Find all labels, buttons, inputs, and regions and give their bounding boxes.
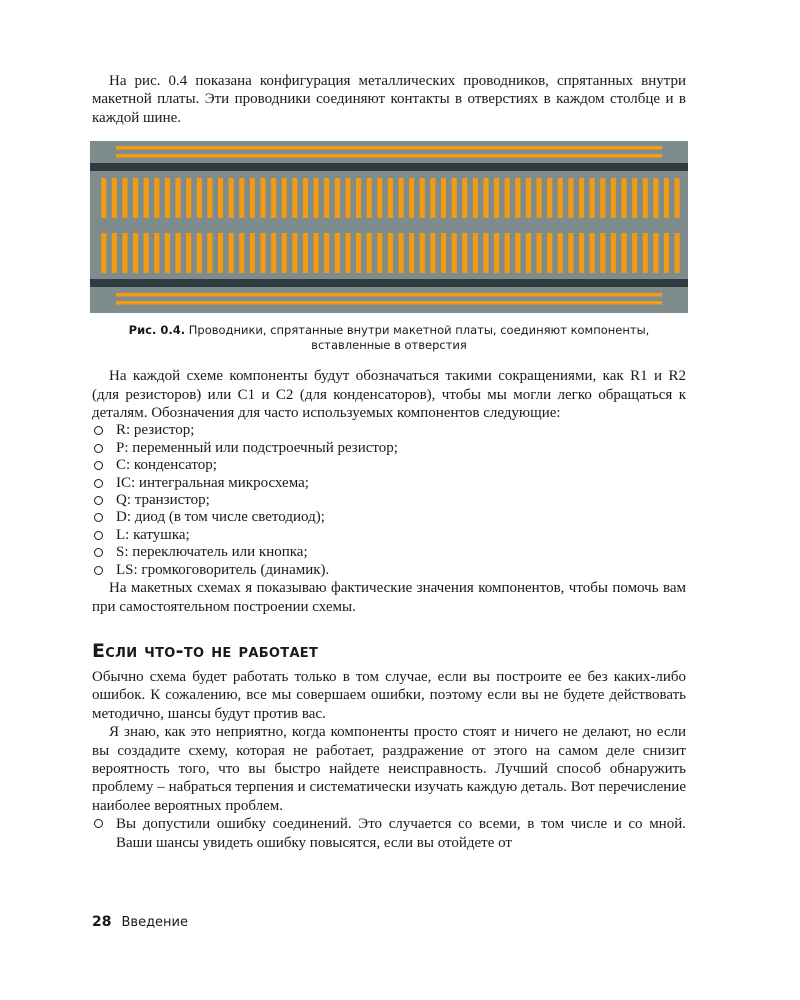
column-conductor	[515, 233, 520, 273]
column-conductor	[537, 178, 542, 218]
caption-label: Рис. 0.4.	[128, 323, 186, 338]
column-conductor	[526, 178, 531, 218]
column-conductor	[260, 233, 265, 273]
column-conductor	[632, 233, 637, 273]
column-conductor	[675, 233, 680, 273]
top-divider	[90, 163, 688, 171]
bullet-icon	[94, 444, 103, 453]
column-conductor	[505, 233, 510, 273]
column-conductor	[611, 233, 616, 273]
column-conductor	[271, 178, 276, 218]
column-conductor	[441, 178, 446, 218]
list-item	[92, 440, 686, 457]
list-item	[92, 492, 686, 509]
values-paragraph: На макетных схемах я показываю фактические значения компонентов, чтобы помочь вам при самостоятельном построении схемы.	[92, 580, 686, 615]
column-conductor	[643, 178, 648, 218]
column-conductor	[494, 178, 499, 218]
page-number: 28	[92, 914, 112, 930]
column-conductor	[505, 178, 510, 218]
column-conductor	[292, 233, 297, 273]
column-conductor	[176, 178, 181, 218]
column-conductor	[282, 178, 287, 218]
list-item-text: Q: транзистор;	[116, 492, 210, 509]
components-paragraph: На каждой схеме компоненты будут обозначаться такими сокращениями, как R1 и R2 (для резисторов) или C1 и C2 (для конденсаторов), чтобы мы могли легко обращаться к деталям. Обозначения для часто используемых компонентов следующие:	[92, 368, 686, 422]
column-conductor	[133, 178, 138, 218]
column-conductor	[218, 178, 223, 218]
list-item	[92, 509, 686, 526]
problems-list	[92, 815, 686, 852]
column-conductor	[675, 178, 680, 218]
column-conductor	[207, 178, 212, 218]
column-conductor	[409, 178, 414, 218]
column-conductor	[314, 178, 319, 218]
column-conductor	[621, 233, 626, 273]
column-conductor	[229, 178, 234, 218]
list-item	[92, 562, 686, 579]
bullet-icon	[94, 496, 103, 505]
column-conductor	[229, 233, 234, 273]
column-conductor	[271, 233, 276, 273]
column-conductor	[335, 233, 340, 273]
intro-paragraph: На рис. 0.4 показана конфигурация металлических проводников, спрятанных внутри макетной платы. Эти проводники соединяют контакты в отверстиях в каждом столбце и в каждой шине.	[92, 73, 686, 126]
list-item	[92, 475, 686, 492]
bottom-rail-conductor	[116, 293, 662, 297]
list-item-text: R: резистор;	[116, 422, 195, 439]
column-conductor	[207, 233, 212, 273]
column-conductor	[452, 178, 457, 218]
column-conductor	[335, 178, 340, 218]
section-paragraph-2: Я знаю, как это неприятно, когда компоненты просто стоят и ничего не делают, но если вы создадите схему, которая не работает, раздражение от этого на самом деле снизит вероятность того, что вы быстро найдете неисправность. Лучший способ обнаружить проблему – набраться терпения и систематически изучать каждую деталь. Вот перечисление наиболее вероятных проблем.	[92, 724, 686, 814]
column-conductor	[568, 233, 573, 273]
column-conductor	[122, 233, 127, 273]
column-conductor	[653, 233, 658, 273]
column-conductor	[664, 178, 669, 218]
column-conductor	[367, 233, 372, 273]
column-conductor	[303, 178, 308, 218]
column-conductor	[430, 233, 435, 273]
column-conductor	[600, 178, 605, 218]
column-conductor	[664, 233, 669, 273]
column-conductor	[239, 233, 244, 273]
list-item-text: L: катушка;	[116, 526, 190, 543]
column-conductor	[483, 233, 488, 273]
column-conductor	[122, 178, 127, 218]
column-conductor	[303, 233, 308, 273]
list-item	[92, 422, 686, 439]
section-paragraph-1: Обычно схема будет работать только в том случае, если вы построите ее без каких-либо ошибок. К сожалению, все мы совершаем ошибки, поэтому если вы не будете действовать методично, шансы будут против вас.	[92, 668, 686, 722]
column-conductor	[590, 178, 595, 218]
bullet-icon	[94, 426, 103, 435]
column-conductor	[537, 233, 542, 273]
column-conductor	[250, 178, 255, 218]
list-item-text: P: переменный или подстроечный резистор;	[116, 439, 398, 456]
column-conductor	[324, 233, 329, 273]
list-item-text: Вы допустили ошибку соединений. Это случается со всеми, в том числе и со мной. Ваши шансы увидеть ошибку повысятся, если вы отойдете от	[116, 816, 686, 851]
components-list	[92, 422, 686, 579]
column-conductor	[324, 178, 329, 218]
bullet-icon	[94, 819, 103, 828]
column-conductor	[643, 233, 648, 273]
column-conductor	[250, 233, 255, 273]
column-conductor	[367, 178, 372, 218]
column-conductor	[133, 233, 138, 273]
page-footer	[92, 914, 188, 930]
bullet-icon	[94, 479, 103, 488]
column-conductor	[292, 178, 297, 218]
column-conductor	[197, 178, 202, 218]
column-conductor	[558, 178, 563, 218]
column-conductor	[165, 233, 170, 273]
top-rail-conductor	[116, 154, 662, 158]
column-conductor	[473, 233, 478, 273]
column-conductor	[452, 233, 457, 273]
column-conductor	[653, 178, 658, 218]
bullet-icon	[94, 513, 103, 522]
column-conductor	[611, 178, 616, 218]
column-conductor	[388, 178, 393, 218]
column-conductor	[441, 233, 446, 273]
column-conductor	[186, 233, 191, 273]
column-conductor	[197, 233, 202, 273]
bullet-icon	[94, 548, 103, 557]
list-item-text: IC: интегральная микросхема;	[116, 474, 309, 491]
column-conductor	[483, 178, 488, 218]
column-conductor	[632, 178, 637, 218]
page-content	[92, 72, 686, 852]
column-conductor	[144, 178, 149, 218]
column-conductor	[547, 233, 552, 273]
footer-section: Введение	[121, 915, 188, 930]
column-conductor	[558, 233, 563, 273]
list-item	[92, 457, 686, 474]
list-item	[92, 527, 686, 544]
bottom-rail-conductor	[116, 301, 662, 305]
column-conductor	[420, 233, 425, 273]
column-conductor	[388, 233, 393, 273]
column-conductor	[462, 178, 467, 218]
breadboard-diagram	[90, 141, 688, 313]
column-conductor	[112, 233, 117, 273]
list-item	[92, 544, 686, 561]
column-conductor	[409, 233, 414, 273]
figure-caption	[92, 323, 686, 353]
column-conductor	[101, 178, 106, 218]
column-conductor	[579, 233, 584, 273]
bullet-icon	[94, 531, 103, 540]
column-conductor	[165, 178, 170, 218]
column-conductor	[356, 178, 361, 218]
column-conductor	[579, 178, 584, 218]
column-conductor	[494, 233, 499, 273]
column-conductor	[526, 233, 531, 273]
top-rail-conductor	[116, 146, 662, 150]
column-conductor	[345, 178, 350, 218]
column-conductor	[314, 233, 319, 273]
column-conductor	[398, 178, 403, 218]
list-item	[92, 815, 686, 852]
column-conductor	[621, 178, 626, 218]
column-conductor	[430, 178, 435, 218]
bullet-icon	[94, 566, 103, 575]
column-conductor	[282, 233, 287, 273]
list-item-text: S: переключатель или кнопка;	[116, 544, 308, 561]
column-conductor	[515, 178, 520, 218]
column-conductor	[356, 233, 361, 273]
column-conductor	[420, 178, 425, 218]
column-conductor	[377, 178, 382, 218]
column-conductor	[239, 178, 244, 218]
column-conductor	[377, 233, 382, 273]
list-item-text: D: диод (в том числе светодиод);	[116, 509, 325, 526]
column-conductor	[101, 233, 106, 273]
column-conductor	[176, 233, 181, 273]
column-conductor	[144, 233, 149, 273]
list-item-text: LS: громкоговоритель (динамик).	[116, 561, 330, 578]
column-conductor	[218, 233, 223, 273]
caption-text: Проводники, спрятанные внутри макетной платы, соединяют компоненты, вставленные в отверстия	[185, 323, 650, 353]
column-conductor	[398, 233, 403, 273]
column-conductor	[547, 178, 552, 218]
column-conductor	[590, 233, 595, 273]
column-conductor	[260, 178, 265, 218]
column-conductor	[600, 233, 605, 273]
column-conductor	[112, 178, 117, 218]
column-conductor	[568, 178, 573, 218]
breadboard-figure	[90, 141, 688, 313]
column-conductor	[473, 178, 478, 218]
column-conductor	[186, 178, 191, 218]
section-heading: Если что-то не работает	[92, 639, 319, 662]
column-conductor	[462, 233, 467, 273]
bullet-icon	[94, 461, 103, 470]
column-conductor	[154, 233, 159, 273]
list-item-text: C: конденсатор;	[116, 457, 217, 474]
column-conductor	[154, 178, 159, 218]
bottom-divider	[90, 279, 688, 287]
column-conductor	[345, 233, 350, 273]
